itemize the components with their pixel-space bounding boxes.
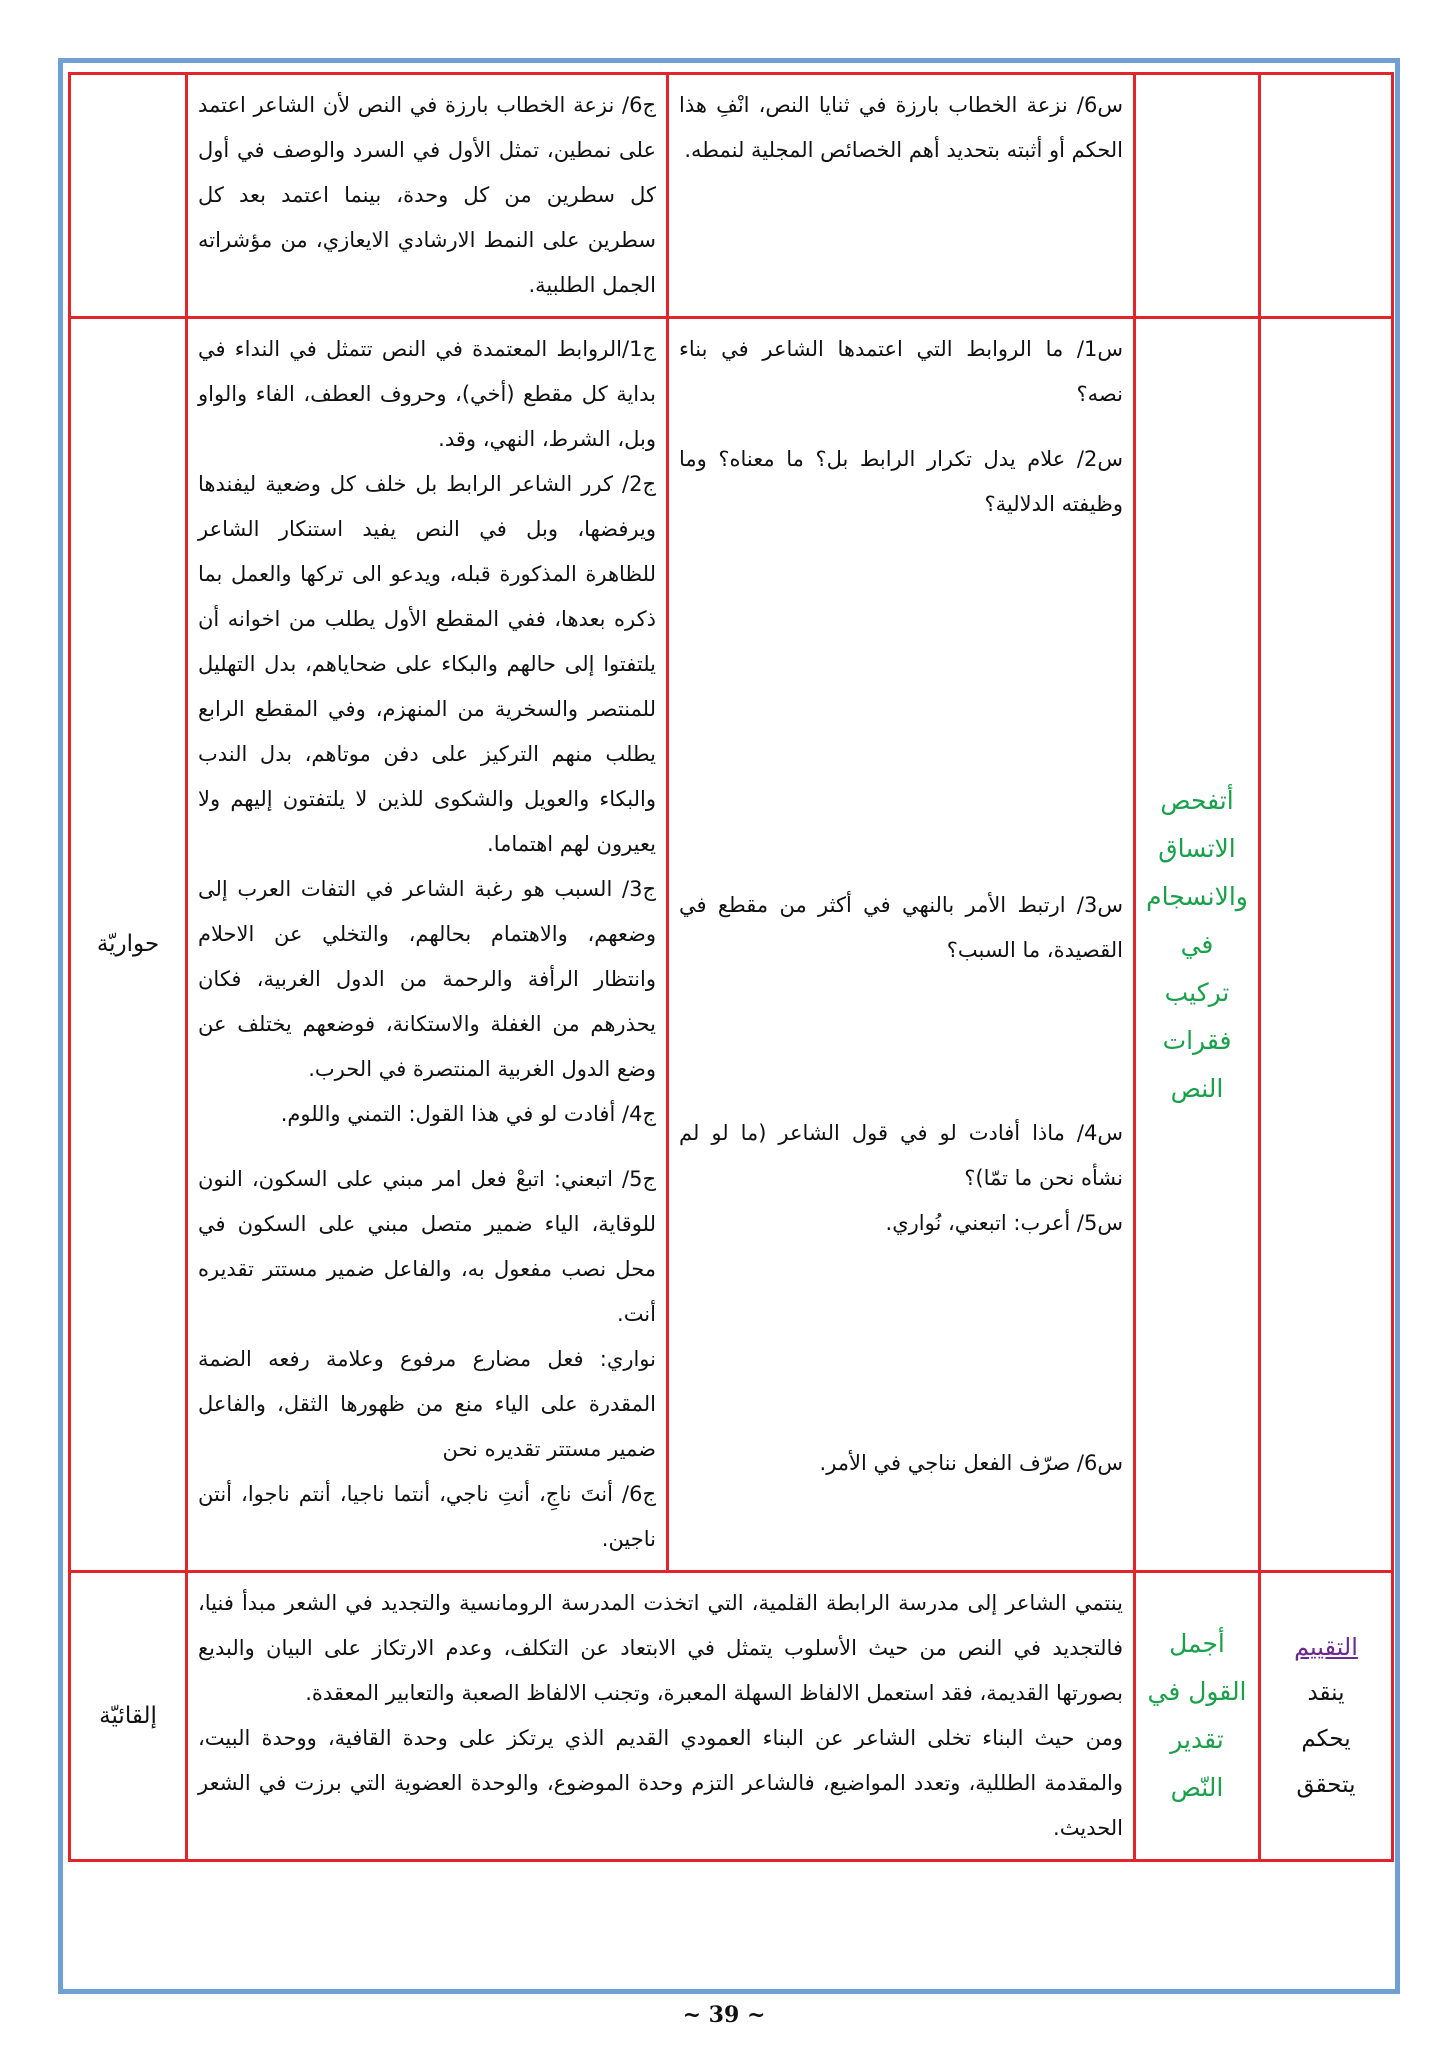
stage-verb: يحكم <box>1301 1725 1351 1752</box>
lesson-table <box>68 72 1394 1862</box>
spacer <box>679 1246 1123 1441</box>
answer-text: ج3/ السبب هو رغبة الشاعر في التفات العرب إلى وضعهم، والاهتمام بحالهم، والتخلي عن الاحلام وانتظار الرأفة والرحمة من الدول الغربية، فكان يحذرهم من الغفلة والاستكانة، فوضعهم يختلف عن وضع الدول الغربية المنتصرة في الحرب. <box>198 877 656 1081</box>
type-text: حواريّة <box>96 931 160 957</box>
stage-verb: ينقد <box>1307 1679 1345 1706</box>
type-cell <box>70 74 187 318</box>
stage-cell <box>1260 318 1393 1572</box>
target-text: أتفحص الاتساق والانسجام في تركيب فقرات النص <box>1146 785 1248 1103</box>
stage-cell <box>1260 1572 1393 1861</box>
question-text: س4/ ماذا أفادت لو في قول الشاعر (ما لو لم نشأه نحن ما تمّا)؟ <box>679 1121 1123 1190</box>
question-text: س6/ نزعة الخطاب بارزة في ثنايا النص، انْفِ هذا الحكم أو أثبته بتحديد أهم الخصائص المجلية لنمطه. <box>679 93 1123 162</box>
answer-text: ج5/ اتبعني: اتبعْ فعل امر مبني على السكون، النون للوقاية، الياء ضمير متصل مبني على السكون في محل نصب مفعول به، والفاعل ضمير مستتر تقديره أنت. <box>198 1167 656 1326</box>
type-cell <box>70 1572 187 1861</box>
type-cell <box>70 318 187 1572</box>
answer-text: نواري: فعل مضارع مرفوع وعلامة رفعه الضمة المقدرة على الياء منع من ظهورها الثقل، والفاعل ضمير مستتر تقديره نحن <box>198 1347 656 1461</box>
answer-text: ج6/ نزعة الخطاب بارزة في النص لأن الشاعر اعتمد على نمطين، تمثل الأول في السرد والوصف في أول كل سطرين من كل وحدة، بينما اعتمد بعد كل سطرين على النمط الارشادي الايعازي، من مؤشراته الجمل الطلبية. <box>198 93 656 297</box>
spacer <box>198 1137 656 1157</box>
page-number: ~ 39 ~ <box>682 2002 766 2028</box>
spacer <box>679 417 1123 437</box>
table-row <box>70 74 1393 318</box>
answer-text: ج4/ أفادت لو في هذا القول: التمني واللوم. <box>280 1102 656 1126</box>
stage-verb: يتحقق <box>1296 1771 1356 1798</box>
target-cell <box>1135 1572 1260 1861</box>
content-cell <box>187 1572 1135 1861</box>
paragraph-text: ينتمي الشاعر إلى مدرسة الرابطة القلمية، التي اتخذت المدرسة الرومانسية والتجديد في الشعر مبدأ فنيا، فالتجديد في النص من حيث الأسلوب يتمثل في الابتعاد عن التكلف، وعدم الارتكاز على البيان والبديع بصورتها القديمة، فقد استعمل الالفاظ السهلة المعبرة، وتجنب الالفاظ الصعبة والتعابير المعقدة. <box>198 1591 1123 1705</box>
question-cell <box>668 318 1135 1572</box>
answer-text: ج2/ كرر الشاعر الرابط بل خلف كل وضعية ليفندها ويرفضها، وبل في النص يفيد استنكار الشاعر للظاهرة المذكورة قبله، ويدعو الى تركها والعمل بما ذكره بعدها، ففي المقطع الأول يطلب من اخوانه أن يلتفتوا إلى حالهم والبكاء على ضحاياهم، بدل التهليل للمنتصر والسخرية من المنهزم، وفي المقطع الرابع يطلب منهم التركيز على دفن موتاهم، بدل الندب والبكاء والعويل والشكوى للذين لا يلتفتون إليهم ولا يعيرون لهم اهتماما. <box>198 472 656 856</box>
question-text: س1/ ما الروابط التي اعتمدها الشاعر في بناء نصه؟ <box>679 337 1123 406</box>
type-text: إلقائيّة <box>99 1702 157 1729</box>
table-row <box>70 318 1393 1572</box>
answer-text: ج6/ أنتَ ناجِ، أنتِ ناجي، أنتما ناجيا، أنتم ناجوا، أنتن ناجين. <box>198 1482 656 1551</box>
answer-text: ج1/الروابط المعتمدة في النص تتمثل في النداء في بداية كل مقطع (أخي)، وحروف العطف، الفاء والواو وبل، الشرط، النهي، وقد. <box>198 337 656 451</box>
spacer <box>679 973 1123 1111</box>
target-cell <box>1135 318 1260 1572</box>
question-cell <box>668 74 1135 318</box>
paragraph-text: ومن حيث البناء تخلى الشاعر عن البناء العمودي القديم الذي يرتكز على وحدة القافية، ووحدة البيت، والمقدمة الطللية، وتعدد المواضيع، فالشاعر التزم وحدة الموضوع، والوحدة العضوية التي برزت في الشعر الحديث. <box>198 1726 1123 1840</box>
question-text: س3/ ارتبط الأمر بالنهي في أكثر من مقطع في القصيدة، ما السبب؟ <box>679 893 1123 962</box>
answer-cell <box>187 74 668 318</box>
stage-cell <box>1260 74 1393 318</box>
spacer <box>679 527 1123 883</box>
answer-cell <box>187 318 668 1572</box>
target-cell <box>1135 74 1260 318</box>
target-text: أجمل القول في تقدير النّص <box>1147 1629 1247 1802</box>
question-text: س6/ صرّف الفعل نناجي في الأمر. <box>819 1451 1123 1475</box>
question-text: س5/ أعرب: اتبعني، نُواري. <box>885 1211 1123 1235</box>
table-row <box>70 1572 1393 1861</box>
question-text: س2/ علام يدل تكرار الرابط بل؟ ما معناه؟ وما وظيفته الدلالية؟ <box>679 447 1123 516</box>
stage-title: التقييم <box>1294 1632 1358 1661</box>
